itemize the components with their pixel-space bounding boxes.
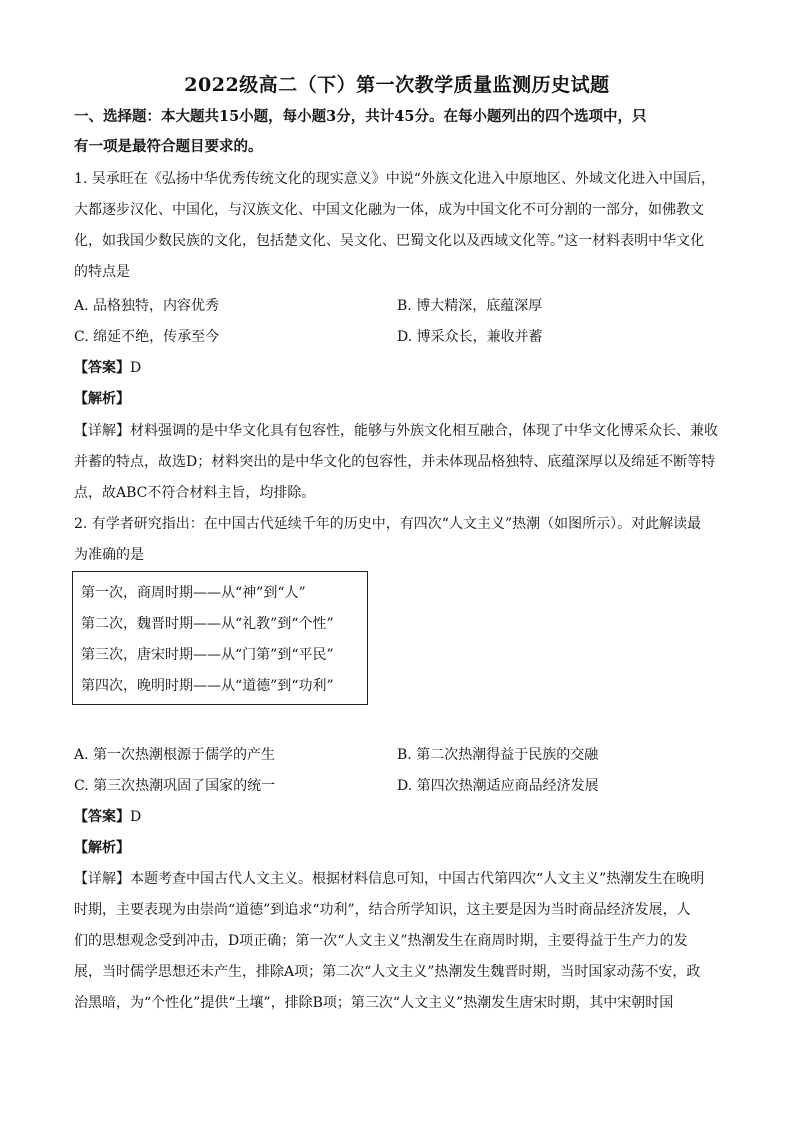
q1-detail <box>74 416 724 509</box>
q1-option-a[interactable]: A. 品格独特，内容优秀 <box>74 298 220 314</box>
q2-answer <box>74 806 141 826</box>
section-heading <box>74 102 724 162</box>
q1-answer <box>74 357 141 377</box>
box-row: 第三次，唐宋时期——从“门第”到“平民” <box>81 647 334 663</box>
detail-line: 展，当时儒学思想还未产生，排除A项；第二次“人文主义”热潮发生魏晋时期，当时国家动荡不安，政 <box>74 964 701 980</box>
answer-value: D <box>130 809 142 825</box>
detail-line: 时期，主要表现为由崇尚“道德”到追求“功利”，结合所学知识，这主要是因为当时商品经济发展，人 <box>74 902 691 918</box>
answer-label: 【答案】 <box>74 360 130 376</box>
analysis-label: 【解析】 <box>74 840 130 856</box>
stem-line: 1. 吴承旺在《弘扬中华优秀传统文化的现实意义》中说“外族文化进入中原地区、外域文化进入中国后， <box>74 171 715 187</box>
detail-line: 们的思想观念受到冲击，D项正确；第一次“人文主义”热潮发生在商周时期，主要得益于生产力的发 <box>74 933 688 949</box>
q2-option-a[interactable]: A. 第一次热潮根源于儒学的产生 <box>74 747 276 763</box>
answer-value: D <box>130 360 142 376</box>
box-row: 第一次，商周时期——从“神”到“人” <box>81 585 306 601</box>
stem-line: 的特点是 <box>74 264 130 280</box>
box-row: 第二次，魏晋时期——从“礼教”到“个性” <box>81 616 334 632</box>
q1-analysis-label <box>74 388 130 408</box>
q1-option-b[interactable]: B. 博大精深，底蕴深厚 <box>397 298 543 314</box>
page-title: 2022级高二（下）第一次教学质量监测历史试题 <box>184 74 610 96</box>
question-2-stem <box>74 509 724 571</box>
detail-line: 【详解】材料强调的是中华文化具有包容性，能够与外族文化相互融合，体现了中华文化博采众长、兼收 <box>74 423 718 439</box>
analysis-label: 【解析】 <box>74 391 130 407</box>
q2-option-d[interactable]: D. 第四次热潮适应商品经济发展 <box>397 778 599 794</box>
stem-line: 大都逐步汉化、中国化，与汉族文化、中国文化融为一体，成为中国文化不可分割的一部分，如佛教文 <box>74 202 704 218</box>
q1-option-d[interactable]: D. 博采众长，兼收并蓄 <box>397 329 543 345</box>
question-1-stem <box>74 164 724 288</box>
q2-detail <box>74 864 724 1019</box>
stem-line: 2. 有学者研究指出：在中国古代延续千年的历史中，有四次“人文主义”热潮（如图所示）。对此解读最 <box>74 516 702 532</box>
stem-line: 化，如我国少数民族的文化，包括楚文化、吴文化、巴蜀文化以及西域文化等。”这一材料表明中华文化 <box>74 233 705 249</box>
detail-line: 并蓄的特点，故选D；材料突出的是中华文化的包容性，并未体现品格独特、底蕴深厚以及绵延不断等特 <box>74 454 716 470</box>
section-heading-line: 一、选择题：本大题共15小题，每小题3分，共计45分。在每小题列出的四个选项中，只 <box>74 108 647 125</box>
humanism-waves-box <box>72 571 368 705</box>
q2-option-c[interactable]: C. 第三次热潮巩固了国家的统一 <box>74 778 276 794</box>
answer-label: 【答案】 <box>74 809 130 825</box>
detail-line: 点，故ABC不符合材料主旨，均排除。 <box>74 485 316 501</box>
stem-line: 为准确的是 <box>74 547 144 563</box>
detail-line: 【详解】本题考查中国古代人文主义。根据材料信息可知，中国古代第四次“人文主义”热潮发生在晚明 <box>74 871 705 887</box>
q1-option-c[interactable]: C. 绵延不绝，传承至今 <box>74 329 220 345</box>
section-heading-line: 有一项是最符合题目要求的。 <box>74 138 263 155</box>
q2-option-b[interactable]: B. 第二次热潮得益于民族的交融 <box>397 747 599 763</box>
box-row: 第四次，晚明时期——从“道德”到“功利” <box>81 678 334 694</box>
q2-analysis-label <box>74 837 130 857</box>
detail-line: 治黑暗，为“个性化”提供“土壤”，排除B项；第三次“人文主义”热潮发生唐宋时期，其中宋朝时国 <box>74 995 674 1011</box>
